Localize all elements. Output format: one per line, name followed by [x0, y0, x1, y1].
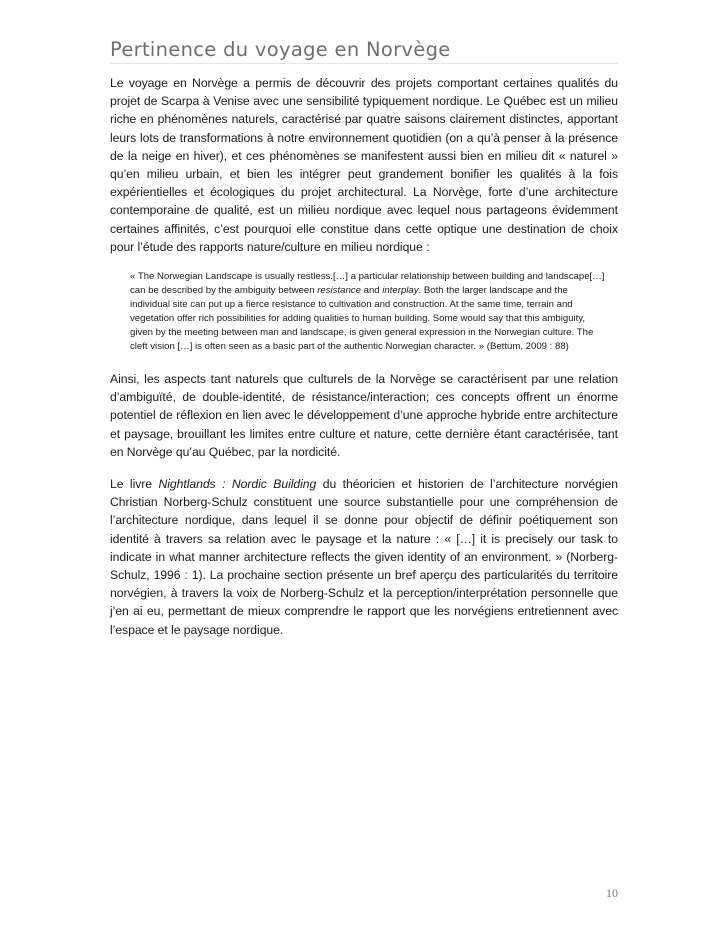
quote-emphasis-interplay: interplay: [382, 285, 419, 297]
book-title: Nightlands : Nordic Building: [158, 477, 317, 492]
paragraph-nightlands: [110, 475, 618, 639]
paragraph-intro: Le voyage en Norvège a permis de découvrir des projets comportant certaines qualités du projet de Scarpa à Venise avec une sensibilité typiquement nordique. Le Québec est un milieu riche en phénomènes naturels, caractérisé par quatre saisons clairement distinctes, apportant leurs lots de transformations à notre environnement quotidien (on a qu’à penser à la présence de la neige en hiver), et ces phénomènes se manifestent aussi bien en milieu dit « naturel » qu’en milieu urbain, et bien les intégrer peut grandement bonifier les qualités à la fois expérientielles et écologiques du projet architectural. La Norvège, forte d’une architecture contemporaine de qualité, est un milieu nordique avec lequel nous partageons évidemment certaines affinités, c’est pourquoi elle constitue dans cette optique une destination de choix pour l’étude des rapports nature/culture en milieu nordique :: [110, 76, 618, 254]
paragraph-ambiguity: Ainsi, les aspects tant naturels que culturels de la Norvège se caractérisent par une relation d’ambiguïté, de double-identité, de résistance/interaction; ces concepts offrent un énorme potentiel de réflexion en lien avec le développement d’une approche hybride entre architecture et paysage, brouillant les limites entre culture et nature, cette dernière étant caractérisée, tant en Norvège qu’au Québec, par la nordicité.: [110, 372, 618, 459]
quote-text-part1: « The Norwegian Landscape is usually restless.[…] a particular relationship between building and landscape[…] can be described by the ambiguity between: [130, 271, 605, 297]
paragraph-nightlands-part2: du théoricien et historien de l’architecture norvégien Christian Norberg-Schulz constituent une source substantielle pour une compréhension de l’architecture nordique, dans lequel il se donne pour objectif de définir poétiquement son identité à travers sa relation avec le paysage et la nature : « […] it is precisely our task to indicate in what manner architecture reflects the given identity of an environment. » (Norberg-Schulz, 1996 : 1). La prochaine section présente un bref aperçu des particularités du territoire norvégien, à travers la voix de Norberg-Schulz et la perception/interprétation personnelle que j’en ai eu, permettant de mieux comprendre le rapport que les norvégiens entretiennent avec l’espace et le paysage nordique.: [110, 477, 618, 637]
section-title: Pertinence du voyage en Norvège: [110, 38, 618, 64]
block-quote: [130, 270, 608, 354]
quote-text-part2: and: [360, 285, 383, 297]
paragraph-nightlands-part1: Le livre: [110, 477, 159, 492]
document-page: [110, 38, 618, 653]
quote-emphasis-resistance: resistance: [317, 285, 361, 297]
quote-text-part3: . Both the larger landscape and the individual site can put up a fierce resistance to cultivation and construction. At the same time, terrain and vegetation offer rich possibilities for adding qualities to human building. Some would say that this ambiguity, given by the meeting between man and landscape, is given general expression in the Norwegian culture. The cleft vision […] is often seen as a basic part of the authentic Norwegian character. » (Bettum, 2009 : 88): [130, 285, 594, 353]
page-number: 10: [606, 886, 618, 900]
